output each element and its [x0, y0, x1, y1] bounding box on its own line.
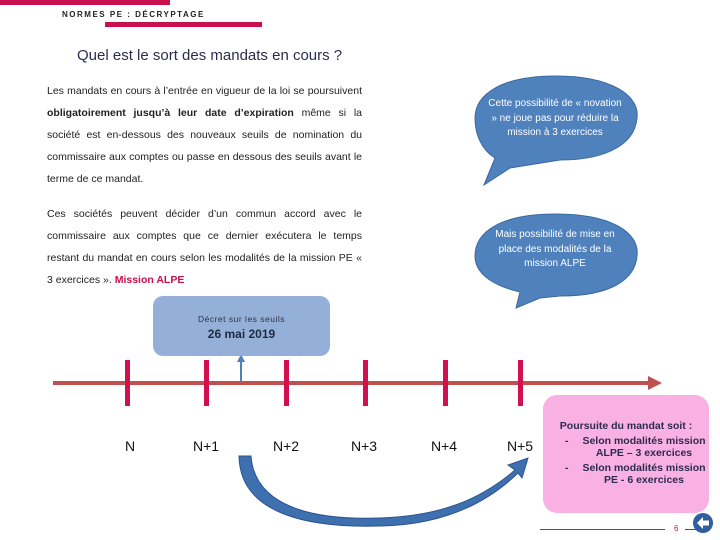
page-title: Quel est le sort des mandats en cours ? — [77, 47, 343, 64]
text: Ces sociétés peuvent décider d’un commun accord avec le commissaire aux comptes que ce dernier exécutera le temps restant du mandat en cours selon les modalités de la mission PE « 3 exercices ». — [47, 208, 362, 286]
year-label: N+4 — [430, 438, 458, 454]
year-label: N — [124, 438, 136, 454]
decree-box — [153, 296, 330, 356]
tick-n4 — [443, 360, 448, 406]
list-item-text: Selon modalités mission PE - 6 exercices — [582, 462, 706, 486]
tick-n1 — [204, 360, 209, 406]
year-label: N+3 — [350, 438, 378, 454]
text: Les mandats en cours à l’entrée en vigueur de la loi se poursuivent — [47, 85, 362, 97]
tick-n3 — [363, 360, 368, 406]
timeline-arrowhead — [648, 376, 662, 390]
text: même si la société est en-dessous des nouveaux seuils de nomination du commissaire aux comptes ou passe en dessous des seuils avant le terme de ce mandat. — [47, 107, 362, 185]
bold-text: obligatoirement jusqu’à leur date d’expiration — [47, 107, 294, 119]
tick-n5 — [518, 360, 523, 406]
bubble-alpe: Mais possibilité de mise en place des modalités de la mission ALPE — [495, 229, 615, 270]
footer-divider — [540, 529, 665, 530]
page-number: 6 — [674, 524, 679, 533]
continuation-box — [543, 395, 709, 513]
decree-date: 26 mai 2019 — [207, 327, 276, 341]
tick-n2 — [284, 360, 289, 406]
mission-alpe-highlight: Mission ALPE — [114, 274, 185, 286]
year-label: N+1 — [192, 438, 220, 454]
bubble-novation: Cette possibilité de « novation » ne joue pas pour réduire la mission à 3 exercices — [488, 98, 622, 139]
year-label: N+2 — [272, 438, 300, 454]
section-label: NORMES PE : DÉCRYPTAGE — [62, 10, 205, 19]
tick-n — [125, 360, 130, 406]
list-item-text: Selon modalités mission ALPE – 3 exercices — [582, 435, 706, 459]
continuation-heading: Poursuite du mandat soit : — [559, 420, 693, 432]
list-item: - Selon modalités mission PE - 6 exercices — [565, 462, 709, 486]
year-label: N+5 — [506, 438, 534, 454]
curved-arrow-icon — [239, 456, 528, 526]
back-arrow-icon[interactable] — [692, 512, 714, 534]
list-item: - Selon modalités mission ALPE – 3 exercices — [565, 435, 709, 459]
decree-label: Décret sur les seuils — [197, 314, 286, 324]
